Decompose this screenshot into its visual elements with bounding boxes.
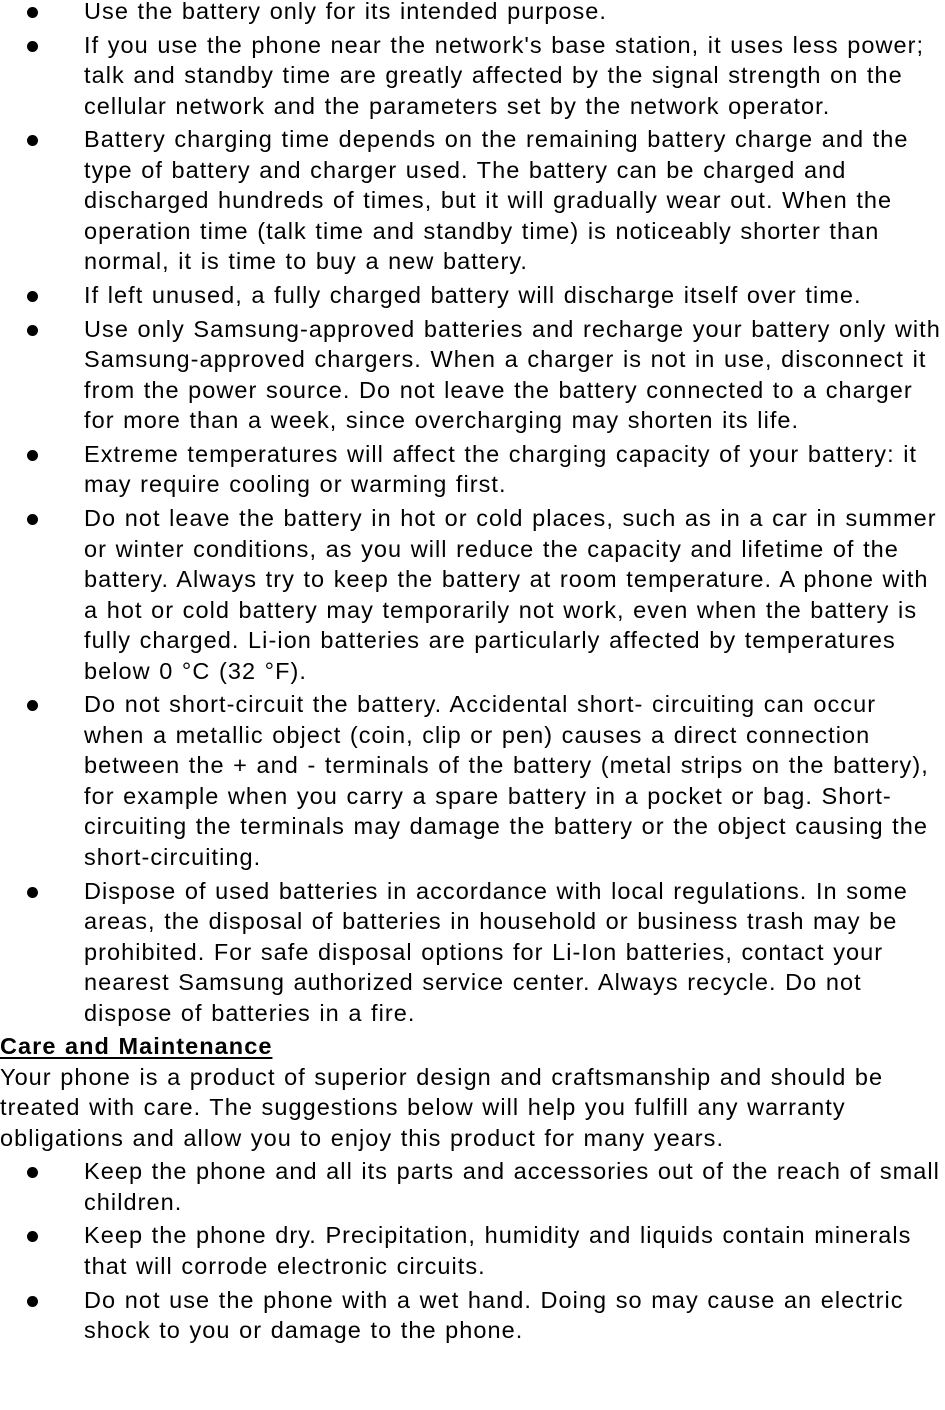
list-item xyxy=(0,1156,945,1217)
list-item-text: Do not leave the battery in hot or cold places, such as in a car in summer or winter conditions, as you will reduce the capacity and lifetime of the battery. Always try to keep the battery at room temperature. A phone with a hot or cold battery may temporarily not work, even when the battery is fully charged. Li-ion batteries are particularly affected by temperatures below 0 °C (32 °F). xyxy=(84,505,937,684)
list-item xyxy=(0,1220,945,1281)
list-item-text: Keep the phone dry. Precipitation, humidity and liquids contain minerals that will corrode electronic circuits. xyxy=(84,1222,912,1279)
list-item-text: Extreme temperatures will affect the charging capacity of your battery: it may require cooling or warming first. xyxy=(84,440,918,498)
bullet-icon xyxy=(27,325,38,336)
bullet-icon xyxy=(27,887,38,898)
list-item xyxy=(0,876,945,1029)
list-item xyxy=(0,503,945,686)
list-item xyxy=(0,280,945,311)
list-item xyxy=(0,124,945,277)
list-item-text: If left unused, a fully charged battery will discharge itself over time. xyxy=(84,282,862,309)
bullet-icon xyxy=(27,1296,38,1307)
list-item xyxy=(0,0,945,27)
bullet-icon xyxy=(27,291,38,302)
list-item xyxy=(0,314,945,436)
bullet-icon xyxy=(27,700,38,711)
bullet-icon xyxy=(27,1231,38,1242)
list-item xyxy=(0,30,945,122)
list-item-text: Do not short-circuit the battery. Accidental short- circuiting can occur when a metallic object (coin, clip or pen) causes a direct connection between the + and - terminals of the battery (metal strips on the battery), for example when you carry a spare battery in a pocket or bag. Short-circuiting the terminals may damage the battery or the object causing the short-circuiting. xyxy=(84,691,929,870)
list-item-text: Use the battery only for its intended purpose. xyxy=(84,0,607,24)
bullet-icon xyxy=(27,41,38,52)
list-item-text: If you use the phone near the network's base station, it uses less power; talk and standby time are greatly affected by the signal strength on the cellular network and the parameters set by the network operator. xyxy=(84,31,925,119)
care-maintenance-list xyxy=(0,1156,945,1345)
list-item xyxy=(0,439,945,500)
bullet-icon xyxy=(27,135,38,146)
care-maintenance-heading: Care and Maintenance xyxy=(0,1033,273,1060)
bullet-icon xyxy=(27,450,38,461)
list-item-text: Dispose of used batteries in accordance with local regulations. In some areas, the disposal of batteries in household or business trash may be prohibited. For safe disposal options for Li-Ion batteries, contact your nearest Samsung authorized service center. Always recycle. Do not dispose of batteries in a fire. xyxy=(84,877,908,1026)
list-item-text: Keep the phone and all its parts and accessories out of the reach of small children. xyxy=(84,1158,940,1215)
list-item-text: Battery charging time depends on the remaining battery charge and the type of battery and charger used. The battery can be charged and discharged hundreds of times, but it will gradually wear out. When the operation time (talk time and standby time) is noticeably shorter than normal, it is time to buy a new battery. xyxy=(84,126,909,275)
care-maintenance-intro: Your phone is a product of superior design and craftsmanship and should be treated with care. The suggestions below will help you fulfill any warranty obligations and allow you to enjoy this product for many years. xyxy=(0,1063,884,1151)
bullet-icon xyxy=(27,7,38,18)
list-item-text: Use only Samsung-approved batteries and recharge your battery only with Samsung-approved chargers. When a charger is not in use, disconnect it from the power source. Do not leave the battery connected to a charger for more than a week, since overcharging may shorten its life. xyxy=(84,315,941,434)
bullet-icon xyxy=(27,514,38,525)
list-item-text: Do not use the phone with a wet hand. Doing so may cause an electric shock to you or damage to the phone. xyxy=(84,1286,904,1344)
bullet-icon xyxy=(27,1167,38,1178)
list-item xyxy=(0,689,945,872)
list-item xyxy=(0,1285,945,1346)
